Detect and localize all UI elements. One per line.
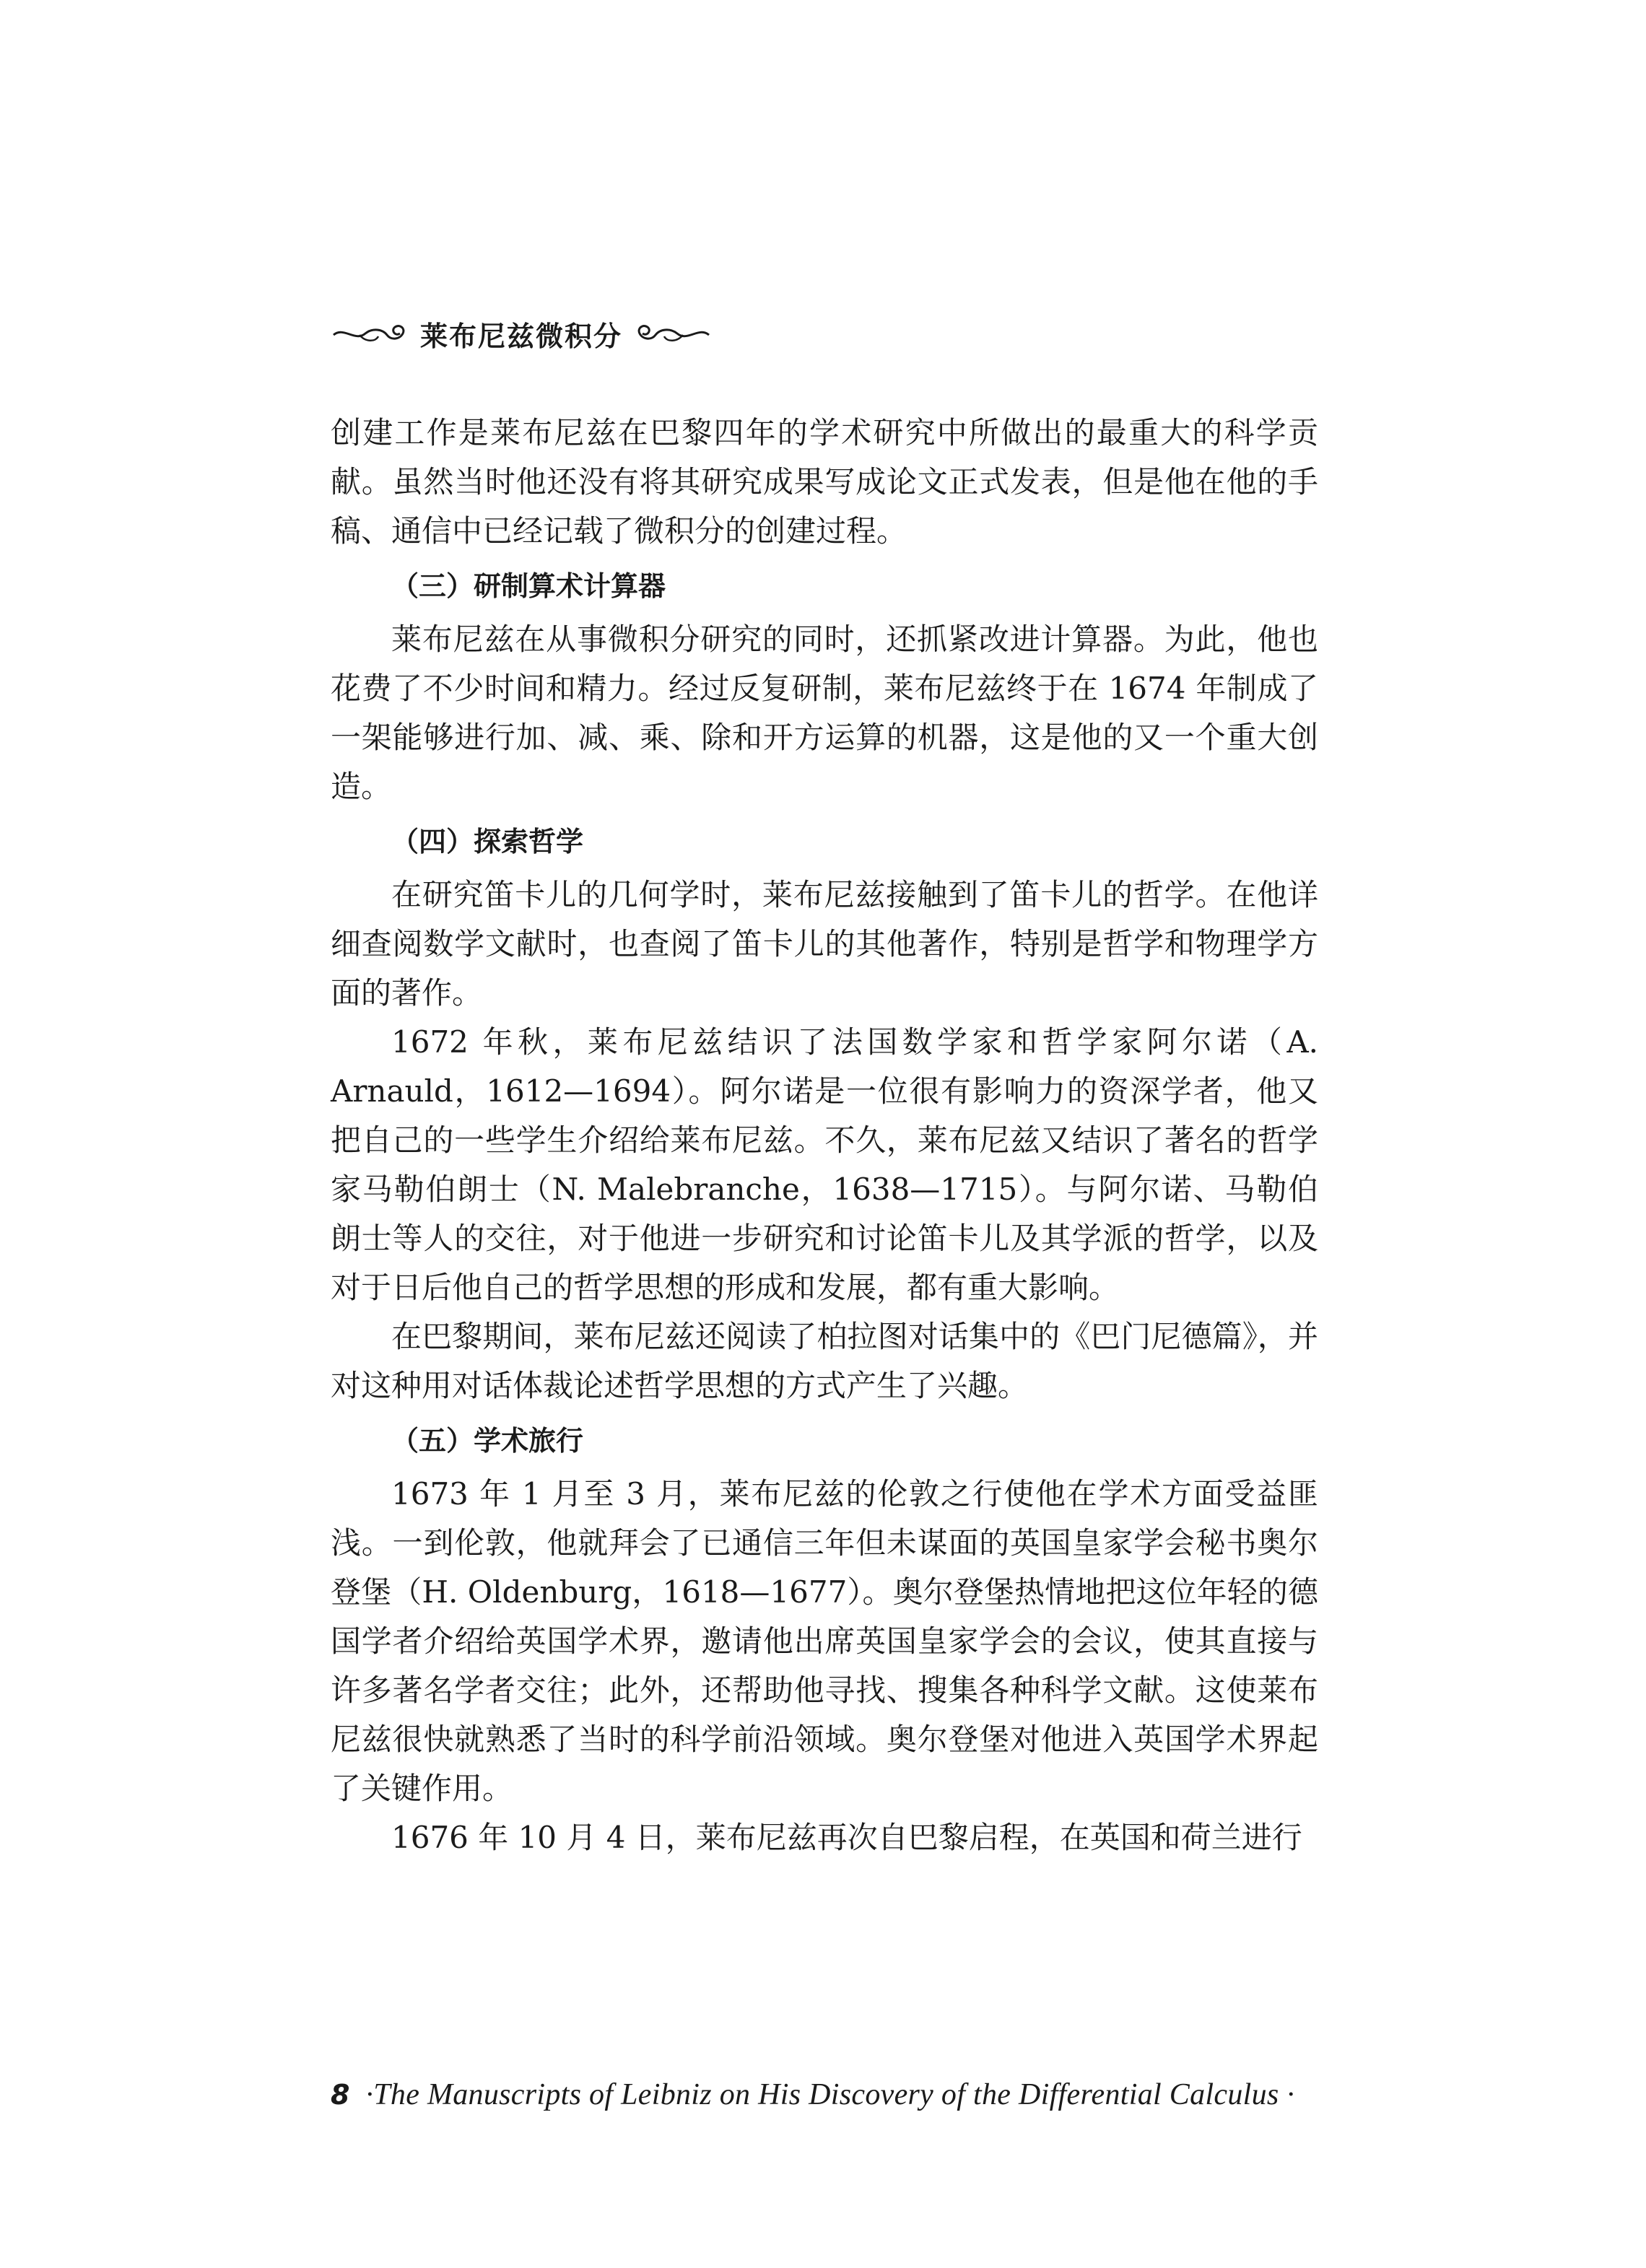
header-title: 莱布尼兹微积分 <box>420 320 623 352</box>
body-paragraph: 1676 年 10 月 4 日，莱布尼兹再次自巴黎启程，在英国和荷兰进行 <box>391 1820 1302 1855</box>
section-heading: （五）学术旅行 <box>391 1425 584 1457</box>
right-ornament-icon <box>632 318 712 349</box>
body-paragraph: 1672 年秋，莱布尼兹结识了法国数学家和哲学家阿尔诺（A. Arnauld，1612—1694）。阿尔诺是一位很有影响力的资深学者，他又把自己的一些学生介绍给莱布尼兹。不久，莱布尼兹又结识了著名的哲学家马勒伯朗士（N. Malebranche，1638—1715）。与阿尔诺、马勒伯朗士等人的交往，对于他进一步研究和讨论笛卡儿及其学派的哲学，以及对于日后他自己的哲学思想的形成和发展，都有重大影响。 <box>331 1024 1318 1305</box>
page-number: 8 <box>331 2079 350 2111</box>
running-header <box>331 312 712 355</box>
page-body <box>331 409 1318 1862</box>
running-footer <box>331 2077 1294 2112</box>
body-paragraph: 在研究笛卡儿的几何学时，莱布尼兹接触到了笛卡儿的哲学。在他详细查阅数学文献时，也查阅了笛卡儿的其他著作，特别是哲学和物理学方面的著作。 <box>331 877 1318 1011</box>
body-paragraph: 莱布尼兹在从事微积分研究的同时，还抓紧改进计算器。为此，他也花费了不少时间和精力。经过反复研制，莱布尼兹终于在 1674 年制成了一架能够进行加、减、乘、除和开方运算的机器，这是他的又一个重大创造。 <box>331 621 1318 804</box>
body-paragraph: 创建工作是莱布尼兹在巴黎四年的学术研究中所做出的最重大的科学贡献。虽然当时他还没有将其研究成果写成论文正式发表，但是他在他的手稿、通信中已经记载了微积分的创建过程。 <box>331 415 1318 549</box>
body-paragraph: 在巴黎期间，莱布尼兹还阅读了柏拉图对话集中的《巴门尼德篇》，并对这种用对话体裁论述哲学思想的方式产生了兴趣。 <box>331 1319 1318 1403</box>
body-paragraph: 1673 年 1 月至 3 月，莱布尼兹的伦敦之行使他在学术方面受益匪浅。一到伦敦，他就拜会了已通信三年但未谋面的英国皇家学会秘书奥尔登堡（H. Oldenburg，1618—1677）。奥尔登堡热情地把这位年轻的德国学者介绍给英国学术界，邀请他出席英国皇家学会的会议，使其直接与许多著名学者交往；此外，还帮助他寻找、搜集各种科学文献。这使莱布尼兹很快就熟悉了当时的科学前沿领域。奥尔登堡对他进入英国学术界起了关键作用。 <box>331 1476 1318 1806</box>
left-ornament-icon <box>331 318 410 349</box>
section-heading: （四）探索哲学 <box>391 826 584 858</box>
section-heading: （三）研制算术计算器 <box>391 570 666 602</box>
running-title: ·The Manuscripts of Leibniz on His Discovery of the Differential Calculus · <box>365 2078 1295 2111</box>
